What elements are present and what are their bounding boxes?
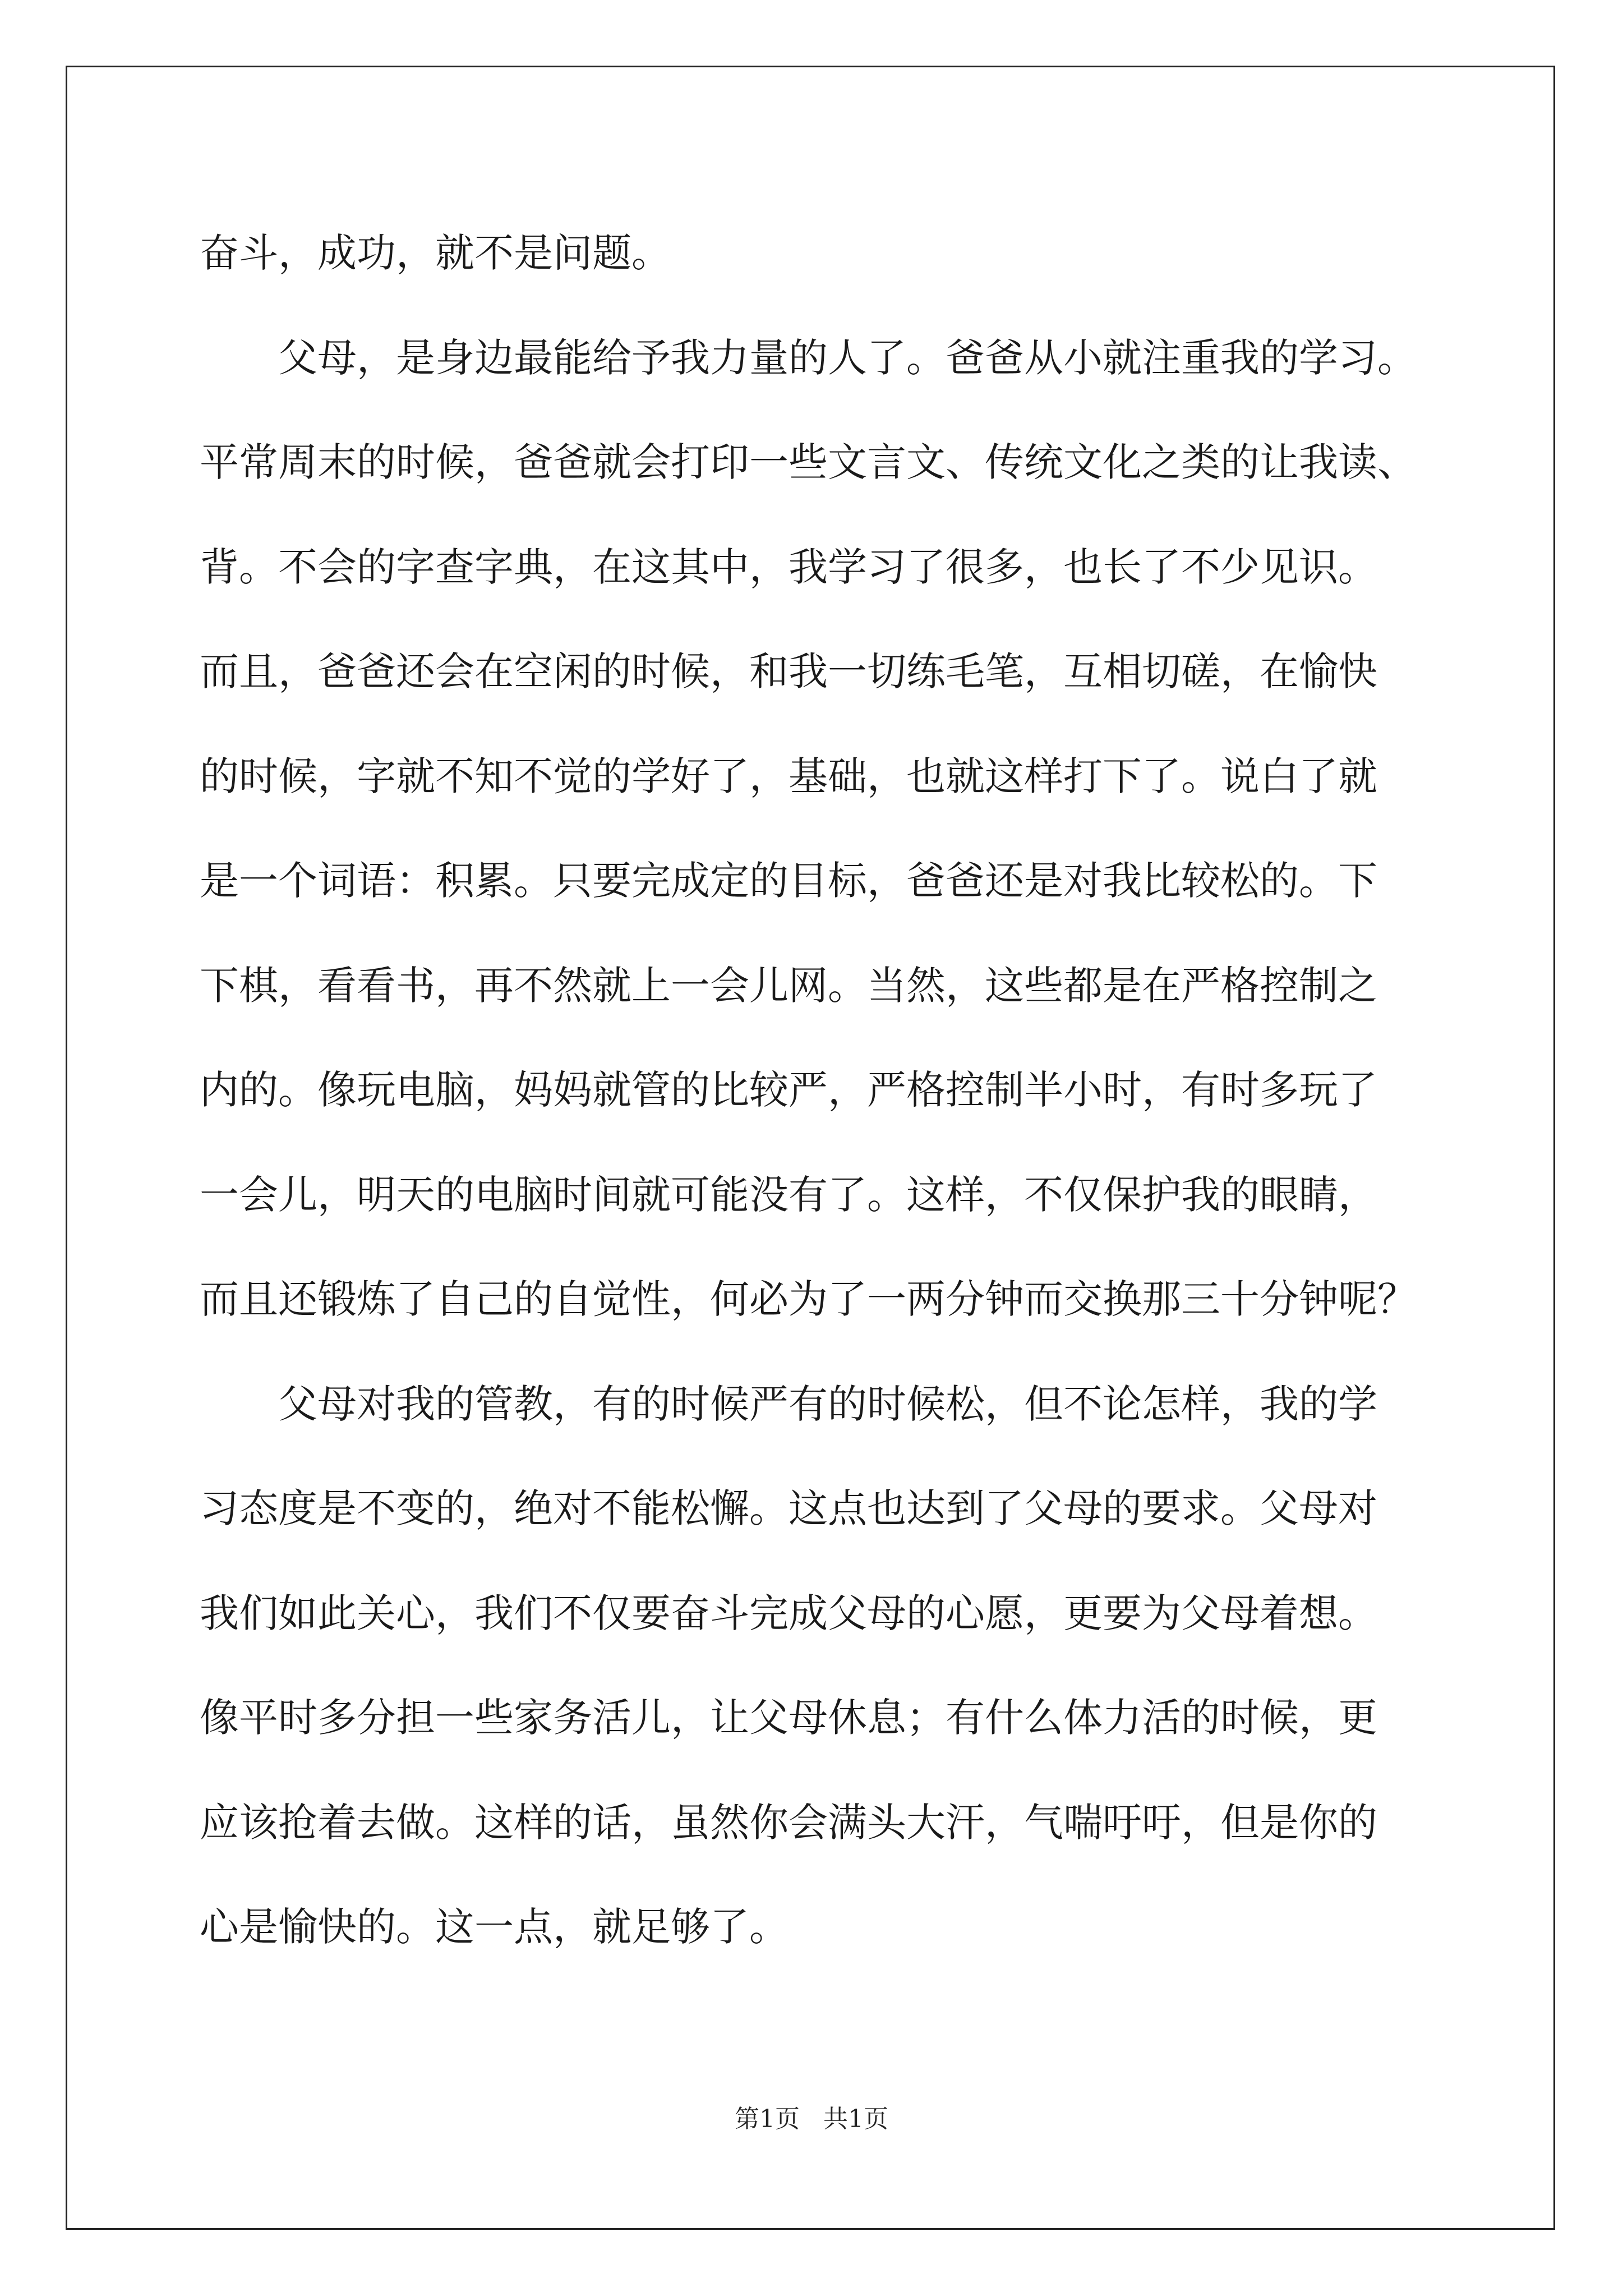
- text-line: 习态度是不变的，绝对不能松懈。这点也达到了父母的要求。父母对: [200, 1485, 1377, 1531]
- text-line: 而且还锻炼了自己的自觉性，何必为了一两分钟而交换那三十分钟呢？: [200, 1276, 1417, 1322]
- text-line: 我们如此关心，我们不仅要奋斗完成父母的心愿，更要为父母着想。: [200, 1590, 1377, 1636]
- text-line: 平常周末的时候，爸爸就会打印一些文言文、传统文化之类的让我读、: [200, 439, 1417, 485]
- text-line: 内的。像玩电脑，妈妈就管的比较严，严格控制半小时，有时多玩了: [200, 1067, 1377, 1113]
- text-line: 一会儿，明天的电脑时间就可能没有了。这样，不仅保护我的眼睛，: [200, 1171, 1377, 1218]
- document-body: [200, 201, 1445, 1980]
- text-line: 下棋，看看书，再不然就上一会儿网。当然，这些都是在严格控制之: [200, 962, 1377, 1009]
- paragraph-start-line: 父母对我的管教，有的时候严有的时候松，但不论怎样，我的学: [278, 1381, 1377, 1427]
- text-line: 像平时多分担一些家务活儿，让父母休息；有什么体力活的时候，更: [200, 1695, 1377, 1741]
- text-line: 心是愉快的。这一点，就足够了。: [200, 1904, 789, 1950]
- text-line: 背。不会的字查字典，在这其中，我学习了很多，也长了不少见识。: [200, 544, 1377, 590]
- text-line: 而且，爸爸还会在空闲的时候，和我一切练毛笔，互相切磋，在愉快: [200, 648, 1377, 694]
- text-line: 应该抢着去做。这样的话，虽然你会满头大汗，气喘吁吁，但是你的: [200, 1799, 1377, 1846]
- text-line: 是一个词语：积累。只要完成定的目标，爸爸还是对我比较松的。下: [200, 858, 1377, 904]
- page-number-footer: 第1页 共1页: [735, 2105, 888, 2133]
- paragraph-start-line: 父母，是身边最能给予我力量的人了。爸爸从小就注重我的学习。: [278, 334, 1417, 381]
- text-line: 的时候，字就不知不觉的学好了，基础，也就这样打下了。说白了就: [200, 753, 1377, 799]
- text-line: 奋斗，成功，就不是问题。: [200, 230, 671, 276]
